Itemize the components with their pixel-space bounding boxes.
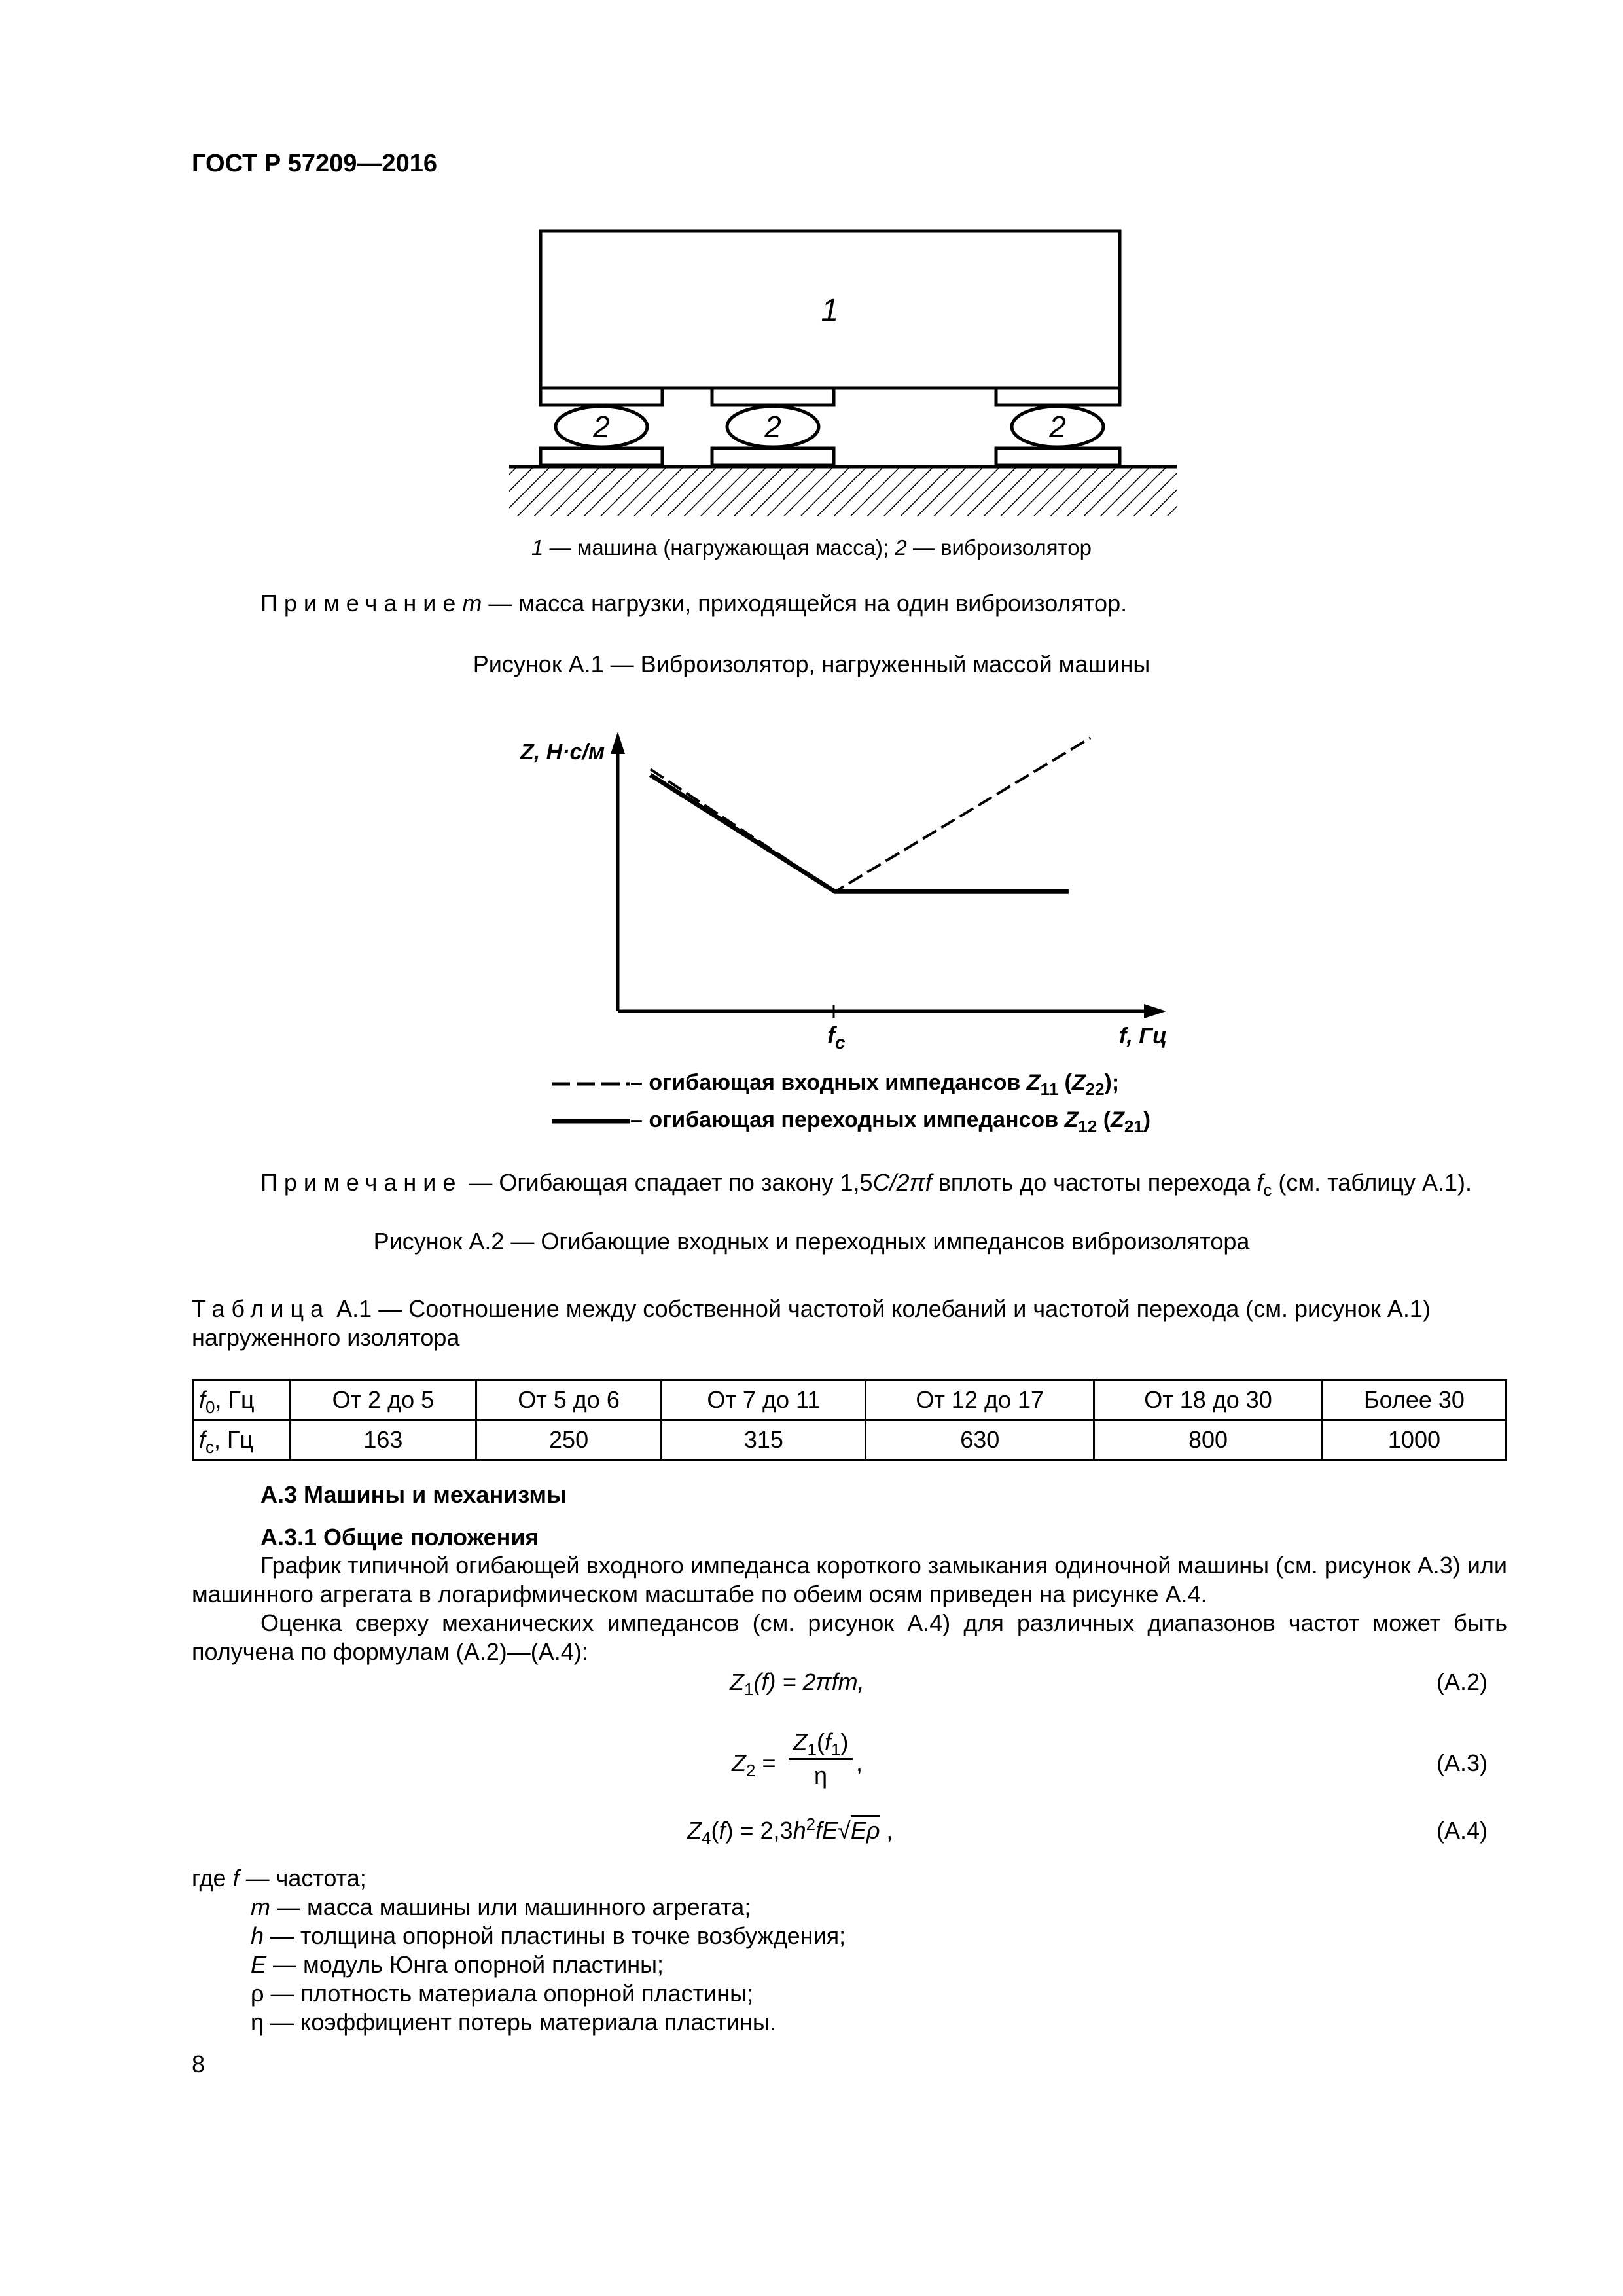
figure-a1-legend: 1 — машина (нагружающая масса); 2 — виброизолятор: [531, 535, 1092, 560]
where-item: h — толщина опорной пластины в точке возбуждения;: [251, 1922, 846, 1949]
formula-a2-number: (А.2): [1436, 1668, 1488, 1695]
ground-hatch: [509, 467, 1177, 516]
fraction-bar: [789, 1758, 853, 1760]
section-heading-a31: А.3.1 Общие положения: [260, 1524, 539, 1551]
dashed-line-sample: [552, 1077, 630, 1090]
formula-a4-number: (А.4): [1436, 1817, 1488, 1844]
formula-a3-tail: ,: [856, 1749, 863, 1776]
table-cell: Более 30: [1322, 1380, 1506, 1420]
figure-a2-note: Примечание — Огибающая спадает по закону 1,5C/2πf вплоть до частоты перехода $f_c$ (см. таблицу А.1).: [260, 1169, 1472, 1200]
where-item: где f — частота;: [192, 1865, 366, 1892]
formula-a4: $Z_4(f) = 2,3h^2fE√E\rho$ ,: [687, 1814, 893, 1848]
figure-a2-caption: Рисунок А.2 — Огибающие входных и переходных импедансов виброизолятора: [373, 1228, 1250, 1255]
table-cell: 630: [866, 1420, 1094, 1460]
table-cell: 315: [662, 1420, 866, 1460]
isolator-label: 2: [593, 410, 610, 444]
lower-pad: [996, 448, 1120, 465]
paragraph-2: Оценка сверху механических импедансов (см. рисунок А.4) для различных диапазонов частот может быть получена по формулам (А.2)—(А.4):: [192, 1609, 1507, 1665]
machine-label: 1: [821, 293, 839, 328]
fraction-denominator: η: [813, 1762, 828, 1789]
table-cell: 1000: [1322, 1420, 1506, 1460]
upper-pad: [541, 388, 662, 405]
series-line-transfer-impedance: [651, 775, 1069, 891]
table-cell: От 5 до 6: [476, 1380, 662, 1420]
y-axis-arrow: [611, 732, 625, 754]
x-axis-arrow: [1144, 1004, 1166, 1018]
table-row-header: $f_0$, Гц: [193, 1380, 291, 1420]
table-cell: От 12 до 17: [866, 1380, 1094, 1420]
figure-a1-diagram: [497, 226, 1191, 527]
lower-pad: [541, 448, 662, 465]
legend-solid: – огибающая переходных импедансов $Z_{12}$ $(Z_{21})$: [552, 1105, 1150, 1134]
where-item: m — масса машины или машинного агрегата;: [251, 1893, 751, 1920]
table-cell: 250: [476, 1420, 662, 1460]
section-heading-a3: А.3 Машины и механизмы: [260, 1481, 567, 1508]
formula-a3-number: (А.3): [1436, 1749, 1488, 1776]
fraction-numerator: $Z_1(f_1)$: [793, 1729, 849, 1760]
where-item: η — коэффициент потерь материала пластины.: [251, 2009, 776, 2036]
solid-line-sample: [552, 1115, 630, 1128]
where-item: ρ — плотность материала опорной пластины;: [251, 1980, 753, 2007]
where-item: E — модуль Юнга опорной пластины;: [251, 1951, 664, 1978]
isolator-label: 2: [1049, 410, 1066, 444]
upper-pad: [996, 388, 1120, 405]
table-cell: 800: [1094, 1420, 1323, 1460]
x-axis-label: f, Гц: [1119, 1024, 1168, 1049]
upper-pad: [712, 388, 834, 405]
isolator-label: 2: [764, 410, 781, 444]
table-cell: От 7 до 11: [662, 1380, 866, 1420]
document-header: ГОСТ Р 57209—2016: [192, 150, 437, 177]
figure-a2-chart: [510, 726, 1204, 1067]
table-cell: От 2 до 5: [291, 1380, 476, 1420]
page-number: 8: [192, 2051, 205, 2077]
figure-a1-caption: Рисунок А.1 — Виброизолятор, нагруженный массой машины: [473, 651, 1150, 677]
legend-dashed: – огибающая входных импедансов $Z_{11}$ $(Z_{22})$;: [552, 1068, 1119, 1097]
table-row-header: $f_c$, Гц: [193, 1420, 291, 1460]
sqrt-symbol: √: [838, 1817, 851, 1844]
table-row: [193, 1380, 1507, 1420]
formula-a2: $Z_1(f) = 2\pi fm$,: [730, 1668, 865, 1700]
sqrt-radicand: Eρ: [851, 1815, 880, 1844]
frequency-table: [192, 1379, 1507, 1461]
formula-a3-fraction: [789, 1728, 853, 1790]
table-row: [193, 1420, 1507, 1460]
table-cell: От 18 до 30: [1094, 1380, 1323, 1420]
figure-a1-note: Примечаниеm — масса нагрузки, приходящейся на один виброизолятор.: [260, 590, 1128, 617]
table-title-line2: нагруженного изолятора: [192, 1324, 460, 1351]
table-cell: 163: [291, 1420, 476, 1460]
fc-tick-label: $f_c$: [827, 1022, 846, 1052]
y-axis-label: Z, Н·с/м: [520, 740, 605, 764]
formula-a3-lhs: $Z_2$ =: [732, 1749, 776, 1781]
paragraph-1: График типичной огибающей входного импеданса короткого замыкания одиночной машины (см. рисунок А.3) или машинного агрегата в логарифмическом масштабе по обеим осям приведен на рисунке А.4.: [192, 1552, 1507, 1607]
lower-pad: [712, 448, 834, 465]
table-title: Таблица А.1 — Соотношение между собственной частотой колебаний и частотой перехода (см. рисунок А.1): [192, 1295, 1431, 1322]
